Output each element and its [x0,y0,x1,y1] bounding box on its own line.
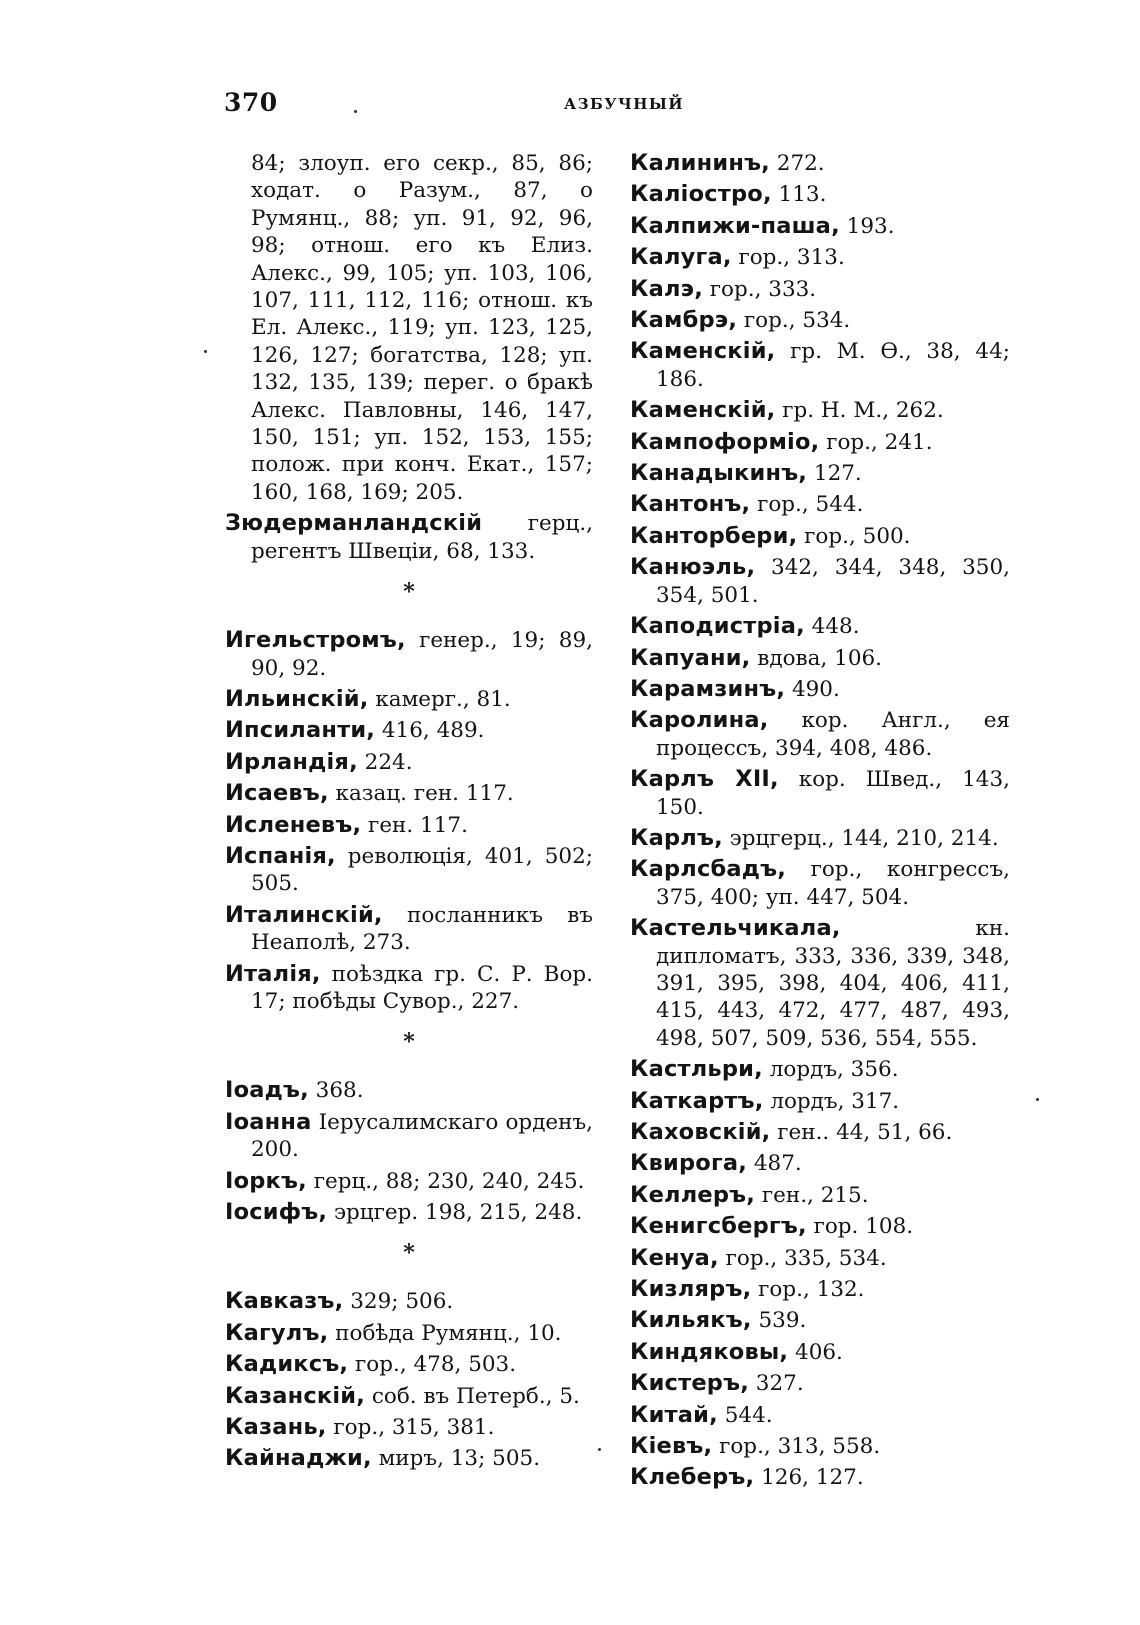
index-headword: Канюэль, [630,554,756,581]
index-references: 416, 489. [375,718,485,744]
index-references: кор. Англ., ея процессъ, 394, 408, 486. [656,708,1010,761]
index-references: гор. 108. [806,1214,914,1240]
index-entry [225,749,593,776]
index-references: 406. [788,1339,843,1365]
index-entry [225,843,593,898]
section-separator: * [403,1240,415,1267]
index-headword: Кіевъ, [630,1433,713,1460]
index-headword: Киндяковы, [630,1338,789,1365]
index-entry [630,1464,1010,1491]
index-headword: Каліостро, [630,181,772,208]
index-entry [630,1370,1010,1397]
index-entry [225,1351,593,1378]
index-headword: Кильякъ, [630,1307,752,1334]
index-references: эрцгер. 198, 215, 248. [327,1200,583,1225]
index-headword: Кистеръ, [630,1370,749,1397]
index-headword: Кенуа, [630,1244,719,1271]
index-references: гор., 132. [751,1277,865,1303]
index-references: гор., 313, 558. [712,1434,881,1460]
index-entry [225,1320,593,1347]
index-references: генер., 19; 89, 90, 92. [251,628,593,681]
print-speck [598,1448,601,1451]
index-entry [630,523,1010,550]
index-references: ген.. 44, 51, 66. [770,1120,953,1145]
index-references: гор., конгрессъ, 375, 400; уп. 447, 504. [656,857,1010,910]
index-references: вдова, 106. [750,645,883,671]
index-references: посланникъ въ Неаполѣ, 273. [251,902,593,956]
index-headword: Кагулъ, [225,1319,329,1346]
index-references: революція, 401, 502; 505. [251,843,593,897]
index-references: 224. [357,749,413,775]
index-headword: Карамзинъ, [630,675,786,702]
index-references: 368. [308,1078,364,1104]
index-references: Іерусалимскаго орденъ, 200. [251,1109,593,1163]
index-headword: Италинскій, [225,901,383,928]
index-entry [630,1150,1010,1177]
index-headword: Калининъ, [630,150,770,176]
index-entry [630,766,1010,821]
index-entry [225,686,593,713]
print-speck [1036,1098,1039,1101]
index-headword: Испанія, [225,842,336,869]
index-references: 544. [717,1402,773,1428]
index-headword: Казанскій, [225,1382,366,1409]
index-entry [225,780,593,807]
index-references: 487. [747,1151,802,1177]
index-references: 329; 506. [343,1289,454,1315]
index-entry [630,307,1010,334]
index-headword: Ипсиланти, [225,717,376,744]
index-entry [630,645,1010,672]
index-entry [630,244,1010,271]
index-headword: Зюдерманландскій [225,510,483,537]
index-references: гор., 241. [819,429,933,455]
index-headword: Калпижи-паша, [630,212,840,239]
running-head: АЗБУЧНЫЙ [564,95,685,113]
index-references: миръ, 13; 505. [371,1446,541,1472]
index-entry [225,1109,593,1164]
index-entry [630,429,1010,456]
index-headword: Каткартъ, [630,1087,764,1114]
index-references: гор., 500. [797,523,911,549]
index-references: 127. [807,461,862,487]
index-entry [225,961,593,1016]
index-references: кн. дипломатъ, 333, 336, 339, 348, 391, 395, 398, 404, 406, 411, 415, 443, 472, 477, 487, 493, 498, 507, 509, 536, 554, 555. [656,916,1010,1051]
index-headword: Игельстромъ, [225,627,406,654]
index-references: поѣздка гр. С. Р. Вор. 17; побѣды Сувор., 227. [251,961,593,1014]
page-number: 370 [224,88,278,117]
index-headword: Клеберъ, [630,1464,755,1491]
index-headword: Каменскій, [630,397,776,424]
index-entry [630,1088,1010,1115]
index-entry [630,460,1010,487]
index-entry [630,150,1010,177]
index-entry [630,554,1010,609]
index-references: гор., 315, 381. [326,1415,495,1441]
index-headword: Іоанна [225,1108,312,1135]
index-entry [225,1199,593,1226]
index-entry [630,1182,1010,1209]
index-headword: Каподистріа, [630,613,805,640]
index-headword: Іосифъ, [225,1199,328,1225]
index-entry [630,1213,1010,1240]
index-entry [225,1383,593,1410]
index-entry [630,676,1010,703]
index-headword: Канадыкинъ, [630,460,808,487]
index-headword: Ирландія, [225,748,358,775]
index-entry [225,1414,593,1441]
index-headword: Капуани, [630,644,751,671]
index-headword: Келлеръ, [630,1181,756,1208]
index-entry [225,902,593,957]
index-entry [225,1077,593,1104]
index-headword: Кайнаджи, [225,1445,372,1472]
index-references: герц., 88; 230, 240, 245. [306,1168,585,1194]
index-references: 193. [839,213,895,239]
index-headword: Каменскій, [630,338,776,365]
section-separator: * [403,1029,415,1056]
index-entry [630,213,1010,240]
index-entry [630,1245,1010,1272]
index-entry [225,1445,593,1472]
index-entry [630,856,1010,911]
index-references: гор., 313. [731,245,845,271]
index-references: 126, 127. [754,1465,864,1491]
index-headword: Китай, [630,1401,718,1428]
index-references: эрцгерц., 144, 210, 214. [722,825,999,851]
index-headword: Кампоформіо, [630,428,820,455]
index-headword: Карлсбадъ, [630,856,787,883]
index-headword: Казань, [225,1414,327,1441]
index-entry [630,491,1010,518]
index-headword: Камбрэ, [630,307,738,334]
index-references: гор., 335, 534. [718,1245,887,1271]
index-references: камерг., 81. [368,686,511,712]
index-entry [630,915,1010,1052]
index-entry [630,1119,1010,1146]
index-headword: Кадиксъ, [225,1351,349,1378]
index-headword: Канторбери, [630,522,798,549]
index-entry [225,1168,593,1195]
index-column-right [630,150,1010,1496]
index-references: казац. ген. 117. [328,781,514,807]
index-headword: Карлъ, [630,824,723,851]
index-entry [225,627,593,682]
index-entry [225,812,593,839]
index-references: ген. 117. [361,812,468,838]
index-headword: Ильинскій, [225,685,369,712]
index-entry [225,510,593,565]
index-headword: Каролина, [630,707,769,734]
index-references: кор. Швед., 143, 150. [656,767,1010,820]
index-headword: Исаевъ, [225,780,329,807]
index-references: гор., 333. [702,276,817,302]
index-references: гр. Н. М., 262. [775,398,944,424]
index-entry [630,613,1010,640]
index-entry [630,1402,1010,1429]
index-headword: Іоадъ, [225,1077,309,1104]
index-entry [630,825,1010,852]
index-entry [630,1056,1010,1083]
index-headword: Кантонъ, [630,491,751,518]
index-entry [630,1276,1010,1303]
index-references: 272. [769,151,825,176]
print-speck [354,110,357,113]
index-headword: Карлъ XII, [630,766,779,793]
index-entry [630,1307,1010,1334]
index-headword: Кастельчикала, [630,915,841,942]
index-references: побѣда Румянц., 10. [328,1320,562,1346]
index-entry [630,338,1010,393]
index-headword: Калуга, [630,244,732,271]
print-speck [204,350,207,353]
section-separator: * [403,579,415,606]
index-references: 113. [771,182,827,208]
index-headword: Италія, [225,960,321,987]
index-references: гор., 534. [737,308,851,334]
index-references: герц., регентъ Швеціи, 68, 133. [251,511,593,564]
index-entry [630,181,1010,208]
index-entry [630,1339,1010,1366]
index-headword: Исленевъ, [225,811,362,838]
index-headword: Квирога, [630,1150,748,1177]
index-references: гр. М. Ѳ., 38, 44; 186. [656,339,1010,392]
index-entry [630,707,1010,762]
index-references: 539. [751,1308,807,1334]
index-references: соб. въ Петерб., 5. [365,1383,580,1409]
index-references: гор., 478, 503. [348,1352,517,1378]
index-entry [630,397,1010,424]
index-entry [225,1288,593,1315]
index-column-left [225,150,593,1477]
index-entry-continuation [225,150,593,506]
index-references: гор., 544. [750,492,864,518]
index-headword: Каховскій, [630,1119,771,1145]
index-references: лордъ, 317. [763,1088,900,1114]
index-entry [630,1433,1010,1460]
index-entry [630,276,1010,303]
index-references: лордъ, 356. [762,1057,899,1083]
index-headword: Кенигсбергъ, [630,1213,807,1240]
index-headword: Іоркъ, [225,1167,307,1194]
index-references: 342, 344, 348, 350, 354, 501. [656,555,1010,608]
index-references: 327. [748,1371,804,1397]
index-headword: Кавказъ, [225,1288,344,1315]
index-headword: Калэ, [630,275,703,302]
index-references: 84; злоуп. его секр., 85, 86; ходат. о Разум., 87, о Румянц., 88; уп. 91, 92, 96, 98; отнош. его къ Елиз. Алекс., 99, 105; уп. 103, 106, 107, 111, 112, 116; отнош. къ Ел. Алекс., 119; уп. 123, 125, 126, 127; богатства, 128; уп. 132, 135, 139; перег. о бракѣ Алекс. Павловны, 146, 147, 150, 151; уп. 152, 153, 155; полож. при конч. Екат., 157; 160, 168, 169; 205. [251,151,593,505]
index-headword: Кастльри, [630,1056,763,1083]
index-references: 448. [804,614,860,640]
index-entry [225,717,593,744]
index-headword: Кизляръ, [630,1276,752,1303]
index-references: 490. [785,676,840,702]
index-references: ген., 215. [755,1182,869,1208]
